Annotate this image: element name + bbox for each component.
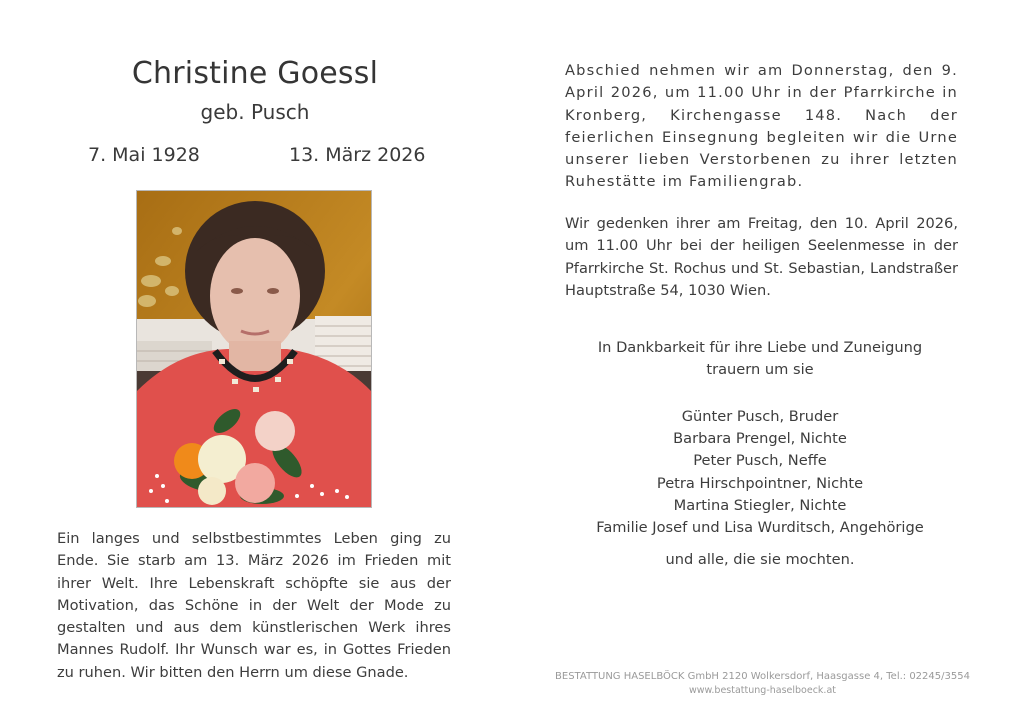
biography-text xyxy=(57,528,451,684)
biography-paragraph: Ein langes und selbstbestimmtes Leben ging zu Ende. Sie starb am 13. März 2026 im Frieden mit ihrer Welt. Ihre Lebenskraft schöpfte sie aus der Motivation, das Schöne in der Welt der Mode zu gestalten und aus dem künstlerischen Werk ihres Mannes Rudolf. Ihr Wunsch war es, in Gottes Frieden zu ruhen. Wir bitten den Herrn um diese Gnade. xyxy=(57,530,451,681)
deceased-name: Christine Goessl xyxy=(131,56,379,91)
mourner-item: Barbara Prengel, Nichte xyxy=(673,430,847,448)
funeral-farewell-block xyxy=(565,60,958,194)
closing-line: und alle, die sie mochten. xyxy=(665,551,855,568)
funeral-home-website: www.bestattung-haselboeck.at xyxy=(688,685,837,696)
mourner-item: Peter Pusch, Neffe xyxy=(693,452,827,470)
mourners-list xyxy=(560,406,960,539)
mourner-item: Petra Hirschpointner, Nichte xyxy=(656,474,864,492)
thanks-line-1: In Dankbarkeit für ihre Liebe und Zuneigung xyxy=(597,339,923,356)
thanks-line-2: trauern um sie xyxy=(706,361,814,379)
date-of-death: 13. März 2026 xyxy=(289,144,426,166)
memorial-mass-block xyxy=(565,213,958,302)
thanks-block xyxy=(560,337,960,382)
date-of-birth: 7. Mai 1928 xyxy=(88,144,200,166)
mourner-item: Günter Pusch, Bruder xyxy=(681,408,839,425)
funeral-farewell-text: Abschied nehmen wir am Donnerstag, den 9. April 2026, um 11.00 Uhr in der Pfarrkirche in Kronberg, Kirchengasse 148. Nach der feierlichen Einsegnung begleiten wir die Urne unserer lieben Verstorbenen zu ihrer letzten Ruhestätte im Familiengrab. xyxy=(565,62,958,191)
mourner-item: Familie Josef und Lisa Wurditsch, Angehörige xyxy=(596,519,924,537)
funeral-home-address: BESTATTUNG HASELBÖCK GmbH 2120 Wolkersdorf, Haasgasse 4, Tel.: 02245/3554 xyxy=(555,671,970,682)
maiden-name: geb. Pusch xyxy=(200,100,310,124)
memorial-mass-text: Wir gedenken ihrer am Freitag, den 10. April 2026, um 11.00 Uhr bei der heiligen Seelenmesse in der Pfarrkirche St. Rochus und St. Sebastian, Landstraßer Hauptstraße 54, 1030 Wien. xyxy=(565,215,958,299)
funeral-home-footer xyxy=(540,670,985,698)
mourner-item: Martina Stiegler, Nichte xyxy=(673,496,847,514)
portrait-photo xyxy=(136,190,372,508)
